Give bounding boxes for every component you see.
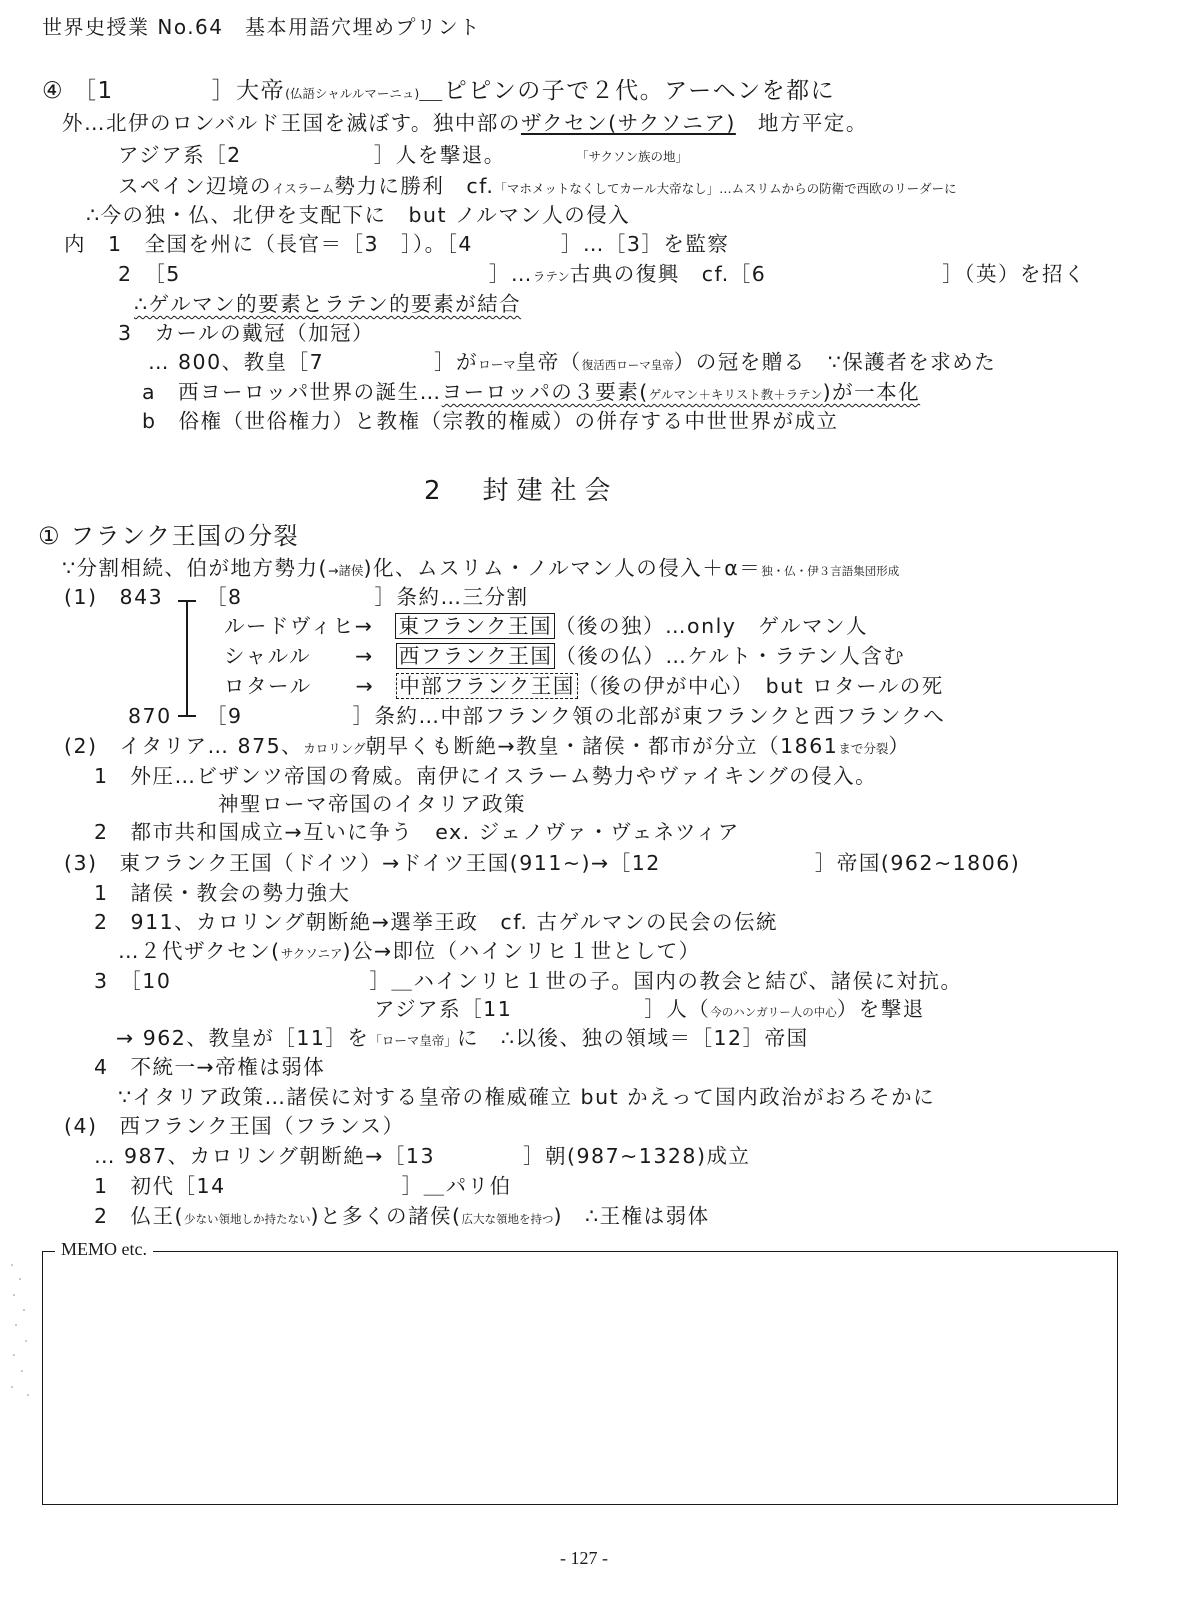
- weak-king-line: 2 仏王(少ない領地しか持たない)と多くの諸侯(広大な領地を持つ) ∴王権は弱体: [94, 1204, 710, 1228]
- hre-founding-line: → 962、教皇が［11］を「ローマ皇帝」に ∴以後、独の領域＝［12］帝国: [116, 1026, 809, 1050]
- french-name-note: (仏語シャルルマーニュ): [285, 86, 420, 101]
- magyar-line: アジア系［11 ］人（今のハンガリー人の中心）を撃退: [374, 997, 925, 1021]
- blank-2-line: アジア系［2 ］人を撃退。: [118, 143, 506, 167]
- charles-desc: ＿ピピンの子で２代。アーヘンを都に: [419, 78, 836, 104]
- italy-pressure-line: 1 外圧…ビザンツ帝国の脅威。南伊にイスラーム勢力やヴァイキングの侵入。: [94, 764, 878, 788]
- subsection-heading: ① フランク王国の分裂: [38, 522, 300, 550]
- timeline-bracket: [186, 600, 188, 715]
- mahomet-quote: 「マホメットなくしてカール大帝なし」…ムスリムからの防衛で西欧のリーダーに: [494, 181, 957, 196]
- west-frank-heading: (4) 西フランク王国（フランス）: [64, 1114, 405, 1138]
- city-republic-line: 2 都市共和国成立→互いに争う ex. ジェノヴァ・ヴェネツィア: [94, 820, 740, 844]
- italy-line: (2) イタリア… 875、カロリング朝早くも断絶→教皇・諸侯・都市が分立（1861まで分裂）: [64, 734, 911, 758]
- west-europe-line: a 西ヨーロッパ世界の誕生…ヨーロッパの３要素(ゲルマン＋キリスト教＋ラテン)が一本化: [142, 380, 921, 404]
- capet-line: … 987、カロリング朝断絶→［13 ］朝(987~1328)成立: [94, 1144, 751, 1168]
- year-870: 870: [128, 704, 172, 728]
- italy-policy-line: ∵イタリア政策…諸侯に対する皇帝の権威確立 but かえって国内政治がおろそかに: [118, 1085, 936, 1109]
- east-frank-line: ルードヴィヒ→ 東フランク王国 （後の独）…only ゲルマン人: [224, 614, 868, 638]
- section-title: 2 封建社会: [424, 476, 619, 506]
- lords-power-line: 1 諸侯・教会の勢力強大: [94, 881, 351, 905]
- emperor-title: 大帝: [236, 78, 286, 104]
- blank-1: ［1 ］: [72, 78, 237, 104]
- east-frank-box: 東フランク王国: [395, 613, 555, 639]
- middle-frank-line: ロタール → 中部フランク王国 （後の伊が中心） but ロタールの死: [224, 674, 944, 698]
- saxony-duke-line: …２代ザクセン(サクソニア)公→即位（ハインリヒ１世として）: [118, 939, 701, 963]
- external-line: 外…北伊のロンバルド王国を滅ぼす。独中部のザクセン(サクソニア) 地方平定。: [62, 111, 868, 135]
- charles-section-line: [42, 80, 835, 103]
- disunity-line: 4 不統一→帝権は弱体: [94, 1055, 326, 1079]
- spain-line: スペイン辺境のイスラーム勢力に勝利 cf.「マホメットなくしてカール大帝なし」…ムスリムからの防衛で西欧のリーダーに: [118, 174, 957, 198]
- page-title: 世界史授業 No.64 基本用語穴埋めプリント: [42, 15, 481, 39]
- timeline-tick-843: [178, 600, 196, 602]
- hre-italy-policy: 神聖ローマ帝国のイタリア政策: [218, 792, 526, 816]
- memo-box[interactable]: [42, 1251, 1118, 1505]
- reason-line: ∵分割相続、伯が地方勢力(→諸侯)化、ムスリム・ノルマン人の侵入＋α＝独・仏・伊３言語集団形成: [62, 556, 900, 580]
- blank-14-line: 1 初代［14 ］＿パリ伯: [94, 1174, 512, 1198]
- section-number: ④: [42, 78, 65, 104]
- treaty-9-line: ［9 ］条約…中部フランク領の北部が東フランクと西フランクへ: [206, 704, 946, 728]
- internal-line-2: 2 ［5 ］…ラテン古典の復興 cf.［6 ］（英）を招く: [118, 262, 1087, 286]
- medieval-world-line: b 俗権（世俗権力）と教権（宗教的権威）の併存する中世世界が成立: [142, 409, 839, 433]
- west-frank-line: シャルル → 西フランク王国 （後の仏）…ケルト・ラテン人含む: [224, 644, 906, 668]
- asian-line: [118, 145, 506, 166]
- treaty-8-line: ［8 ］条約…三分割: [206, 585, 529, 609]
- internal-line-1: 内 1 全国を州に（長官＝［3 ］）。［4 ］…［3］を監察: [64, 232, 730, 256]
- coronation-line: … 800、教皇［7 ］がローマ皇帝（復活西ローマ皇帝）の冠を贈る ∵保護者を求めた: [148, 350, 997, 374]
- coronation-heading: 3 カールの戴冠（加冠）: [118, 321, 375, 345]
- memo-label: MEMO etc.: [55, 1239, 153, 1260]
- election-line: 2 911、カロリング朝断絶→選挙王政 cf. 古ゲルマンの民会の伝統: [94, 910, 779, 934]
- three-elements: ヨーロッパの３要素(ゲルマン＋キリスト教＋ラテン)が一本化: [441, 380, 921, 404]
- combination-line: ∴ゲルマン的要素とラテン的要素が結合: [134, 292, 522, 316]
- page-number: - 127 -: [560, 1548, 608, 1568]
- margin-dots: [6, 1255, 36, 1405]
- east-frank-history-line: (3) 東フランク王国（ドイツ）→ドイツ王国(911~)→［12 ］帝国(962~1806): [64, 851, 1021, 875]
- timeline-tick-870: [178, 715, 196, 717]
- saxony-term: ザクセン(サクソニア): [520, 111, 736, 135]
- year-843: (1) 843: [64, 585, 164, 609]
- middle-frank-box: 中部フランク王国: [396, 673, 578, 699]
- therefore-line: ∴今の独・仏、北伊を支配下に but ノルマン人の侵入: [86, 203, 631, 227]
- saxon-note: 「サクソン族の地」: [576, 149, 689, 164]
- blank-10-line: 3 ［10 ］＿ハインリヒ１世の子。国内の教会と結び、諸侯に対抗。: [94, 969, 963, 993]
- west-frank-box: 西フランク王国: [396, 643, 556, 669]
